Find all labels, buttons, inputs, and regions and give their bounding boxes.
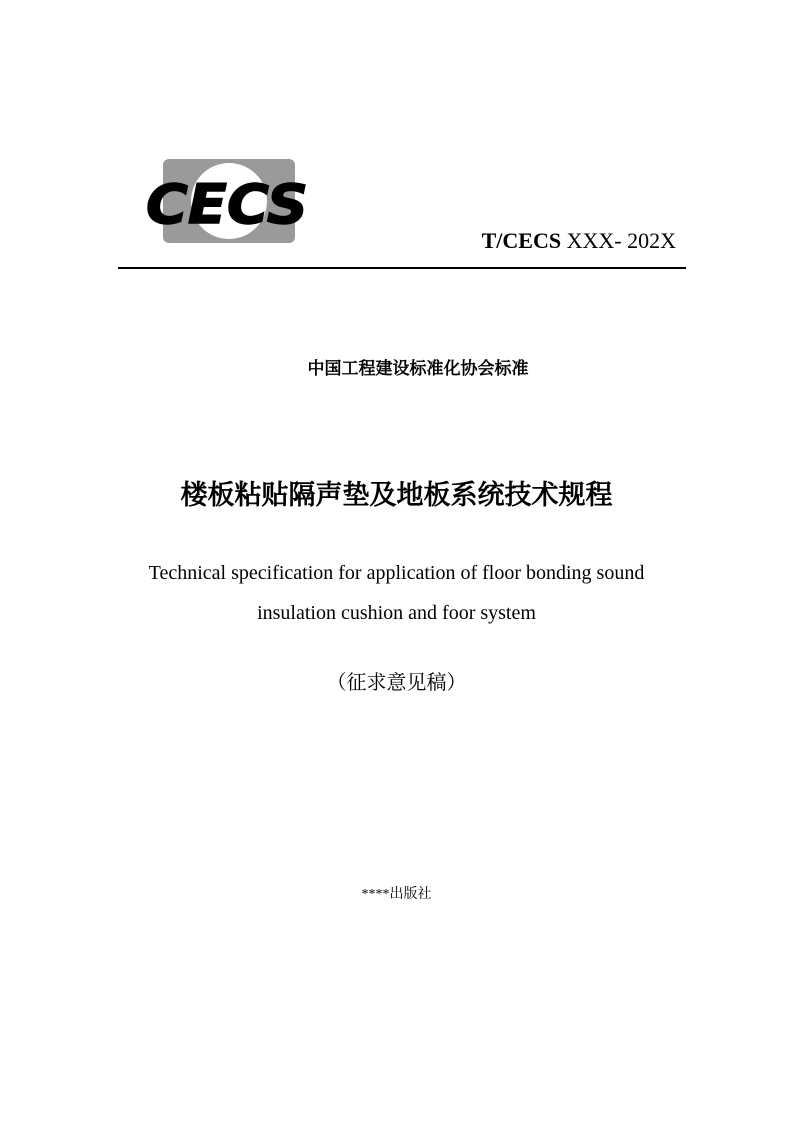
- cecs-logo: [143, 157, 313, 247]
- header-divider: [118, 267, 686, 269]
- document-title-english-line2: insulation cushion and foor system: [257, 602, 536, 624]
- standard-code: [420, 228, 676, 254]
- standard-code-number: XXX- 202X: [561, 228, 676, 253]
- document-title-chinese: 楼板粘贴隔声垫及地板系统技术规程: [180, 480, 613, 511]
- association-name: 中国工程建设标准化协会标准: [307, 359, 529, 379]
- publisher-name: ****出版社: [361, 887, 432, 902]
- standard-code-prefix: T/CECS: [481, 228, 562, 253]
- draft-status: （征求意见稿）: [326, 672, 467, 694]
- logo-text: CECS: [146, 173, 308, 236]
- document-title-english-line1: Technical specification for application of floor bonding sound: [148, 562, 645, 584]
